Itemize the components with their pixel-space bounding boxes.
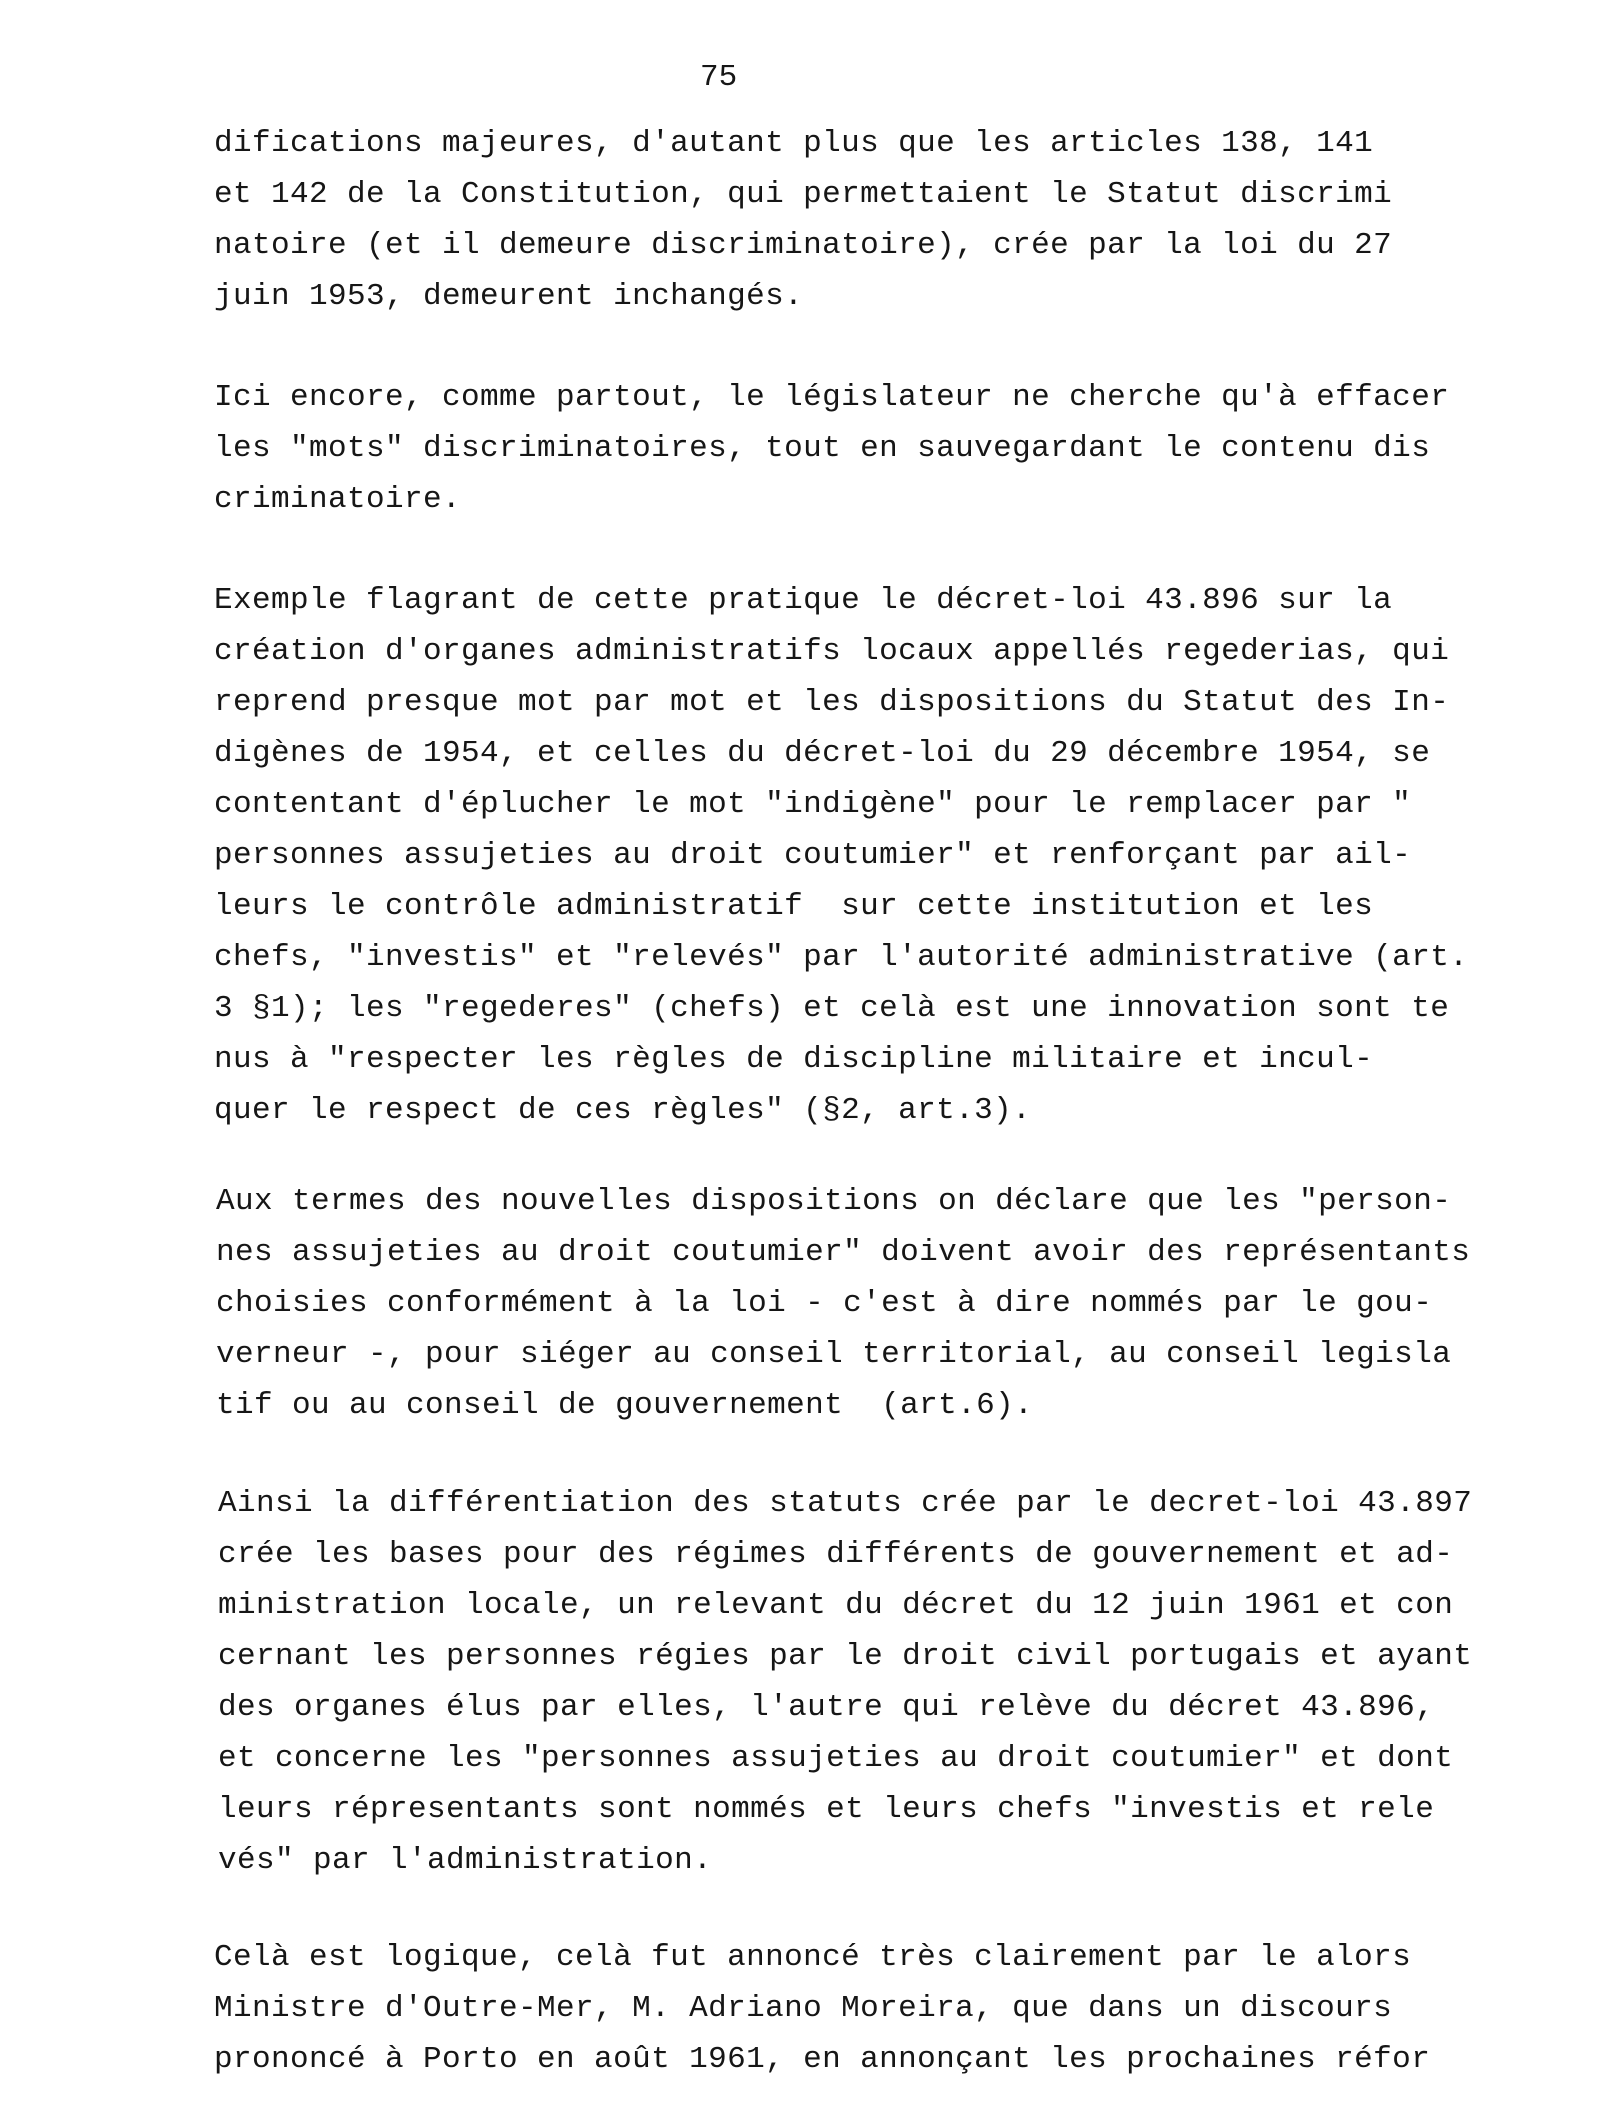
text-line: création d'organes administratifs locaux appellés regederias, qui (214, 634, 1450, 669)
paragraph-5 (218, 1478, 1472, 1886)
text-line: nes assujeties au droit coutumier" doivent avoir des représentants (216, 1235, 1471, 1270)
text-line: chefs, "investis" et "relevés" par l'autorité administrative (art. (214, 940, 1469, 975)
paragraph-1 (214, 118, 1392, 322)
text-line: juin 1953, demeurent inchangés. (214, 279, 804, 314)
text-line: Celà est logique, celà fut annoncé très clairement par le alors (214, 1940, 1412, 1975)
text-line: criminatoire. (214, 482, 462, 517)
text-line: Ainsi la différentiation des statuts crée par le decret-loi 43.897 (218, 1486, 1473, 1521)
text-line: Ici encore, comme partout, le législateur ne cherche qu'à effacer (214, 380, 1450, 415)
page-number: 75 (700, 60, 738, 95)
text-line: leurs répresentants sont nommés et leurs chefs "investis et rele (218, 1792, 1435, 1827)
text-line: quer le respect de ces règles" (§2, art.3). (214, 1093, 1032, 1128)
paragraph-6 (214, 1932, 1430, 2085)
text-line: prononcé à Porto en août 1961, en annonçant les prochaines réfor (214, 2042, 1431, 2077)
text-line: personnes assujeties au droit coutumier" et renforçant par ail- (214, 838, 1412, 873)
text-line: leurs le contrôle administratif sur cette institution et les (214, 889, 1374, 924)
text-line: choisies conformément à la loi - c'est à dire nommés par le gou- (216, 1286, 1433, 1321)
text-line: et concerne les "personnes assujeties au droit coutumier" et dont (218, 1741, 1454, 1776)
paragraph-4 (216, 1176, 1470, 1431)
text-line: Ministre d'Outre-Mer, M. Adriano Moreira, que dans un discours (214, 1991, 1393, 2026)
text-line: difications majeures, d'autant plus que les articles 138, 141 (214, 126, 1374, 161)
text-line: 3 §1); les "regederes" (chefs) et celà est une innovation sont te (214, 991, 1450, 1026)
paragraph-3 (214, 575, 1468, 1136)
text-line: reprend presque mot par mot et les dispositions du Statut des In- (214, 685, 1450, 720)
text-line: nus à "respecter les règles de discipline militaire et incul- (214, 1042, 1374, 1077)
text-line: Aux termes des nouvelles dispositions on déclare que les "person- (216, 1184, 1452, 1219)
text-line: vés" par l'administration. (218, 1843, 713, 1878)
paragraph-2 (214, 372, 1449, 525)
text-line: les "mots" discriminatoires, tout en sauvegardant le contenu dis (214, 431, 1431, 466)
text-line: natoire (et il demeure discriminatoire), crée par la loi du 27 (214, 228, 1393, 263)
text-line: contentant d'éplucher le mot "indigène" pour le remplacer par " (214, 787, 1412, 822)
text-line: digènes de 1954, et celles du décret-loi du 29 décembre 1954, se (214, 736, 1431, 771)
text-line: verneur -, pour siéger au conseil territorial, au conseil legisla (216, 1337, 1452, 1372)
text-line: Exemple flagrant de cette pratique le décret-loi 43.896 sur la (214, 583, 1393, 618)
text-line: et 142 de la Constitution, qui permettaient le Statut discrimi (214, 177, 1393, 212)
text-line: tif ou au conseil de gouvernement (art.6). (216, 1388, 1034, 1423)
text-line: des organes élus par elles, l'autre qui relève du décret 43.896, (218, 1690, 1435, 1725)
text-line: cernant les personnes régies par le droit civil portugais et ayant (218, 1639, 1473, 1674)
text-line: ministration locale, un relevant du décret du 12 juin 1961 et con (218, 1588, 1454, 1623)
text-line: crée les bases pour des régimes différents de gouvernement et ad- (218, 1537, 1454, 1572)
